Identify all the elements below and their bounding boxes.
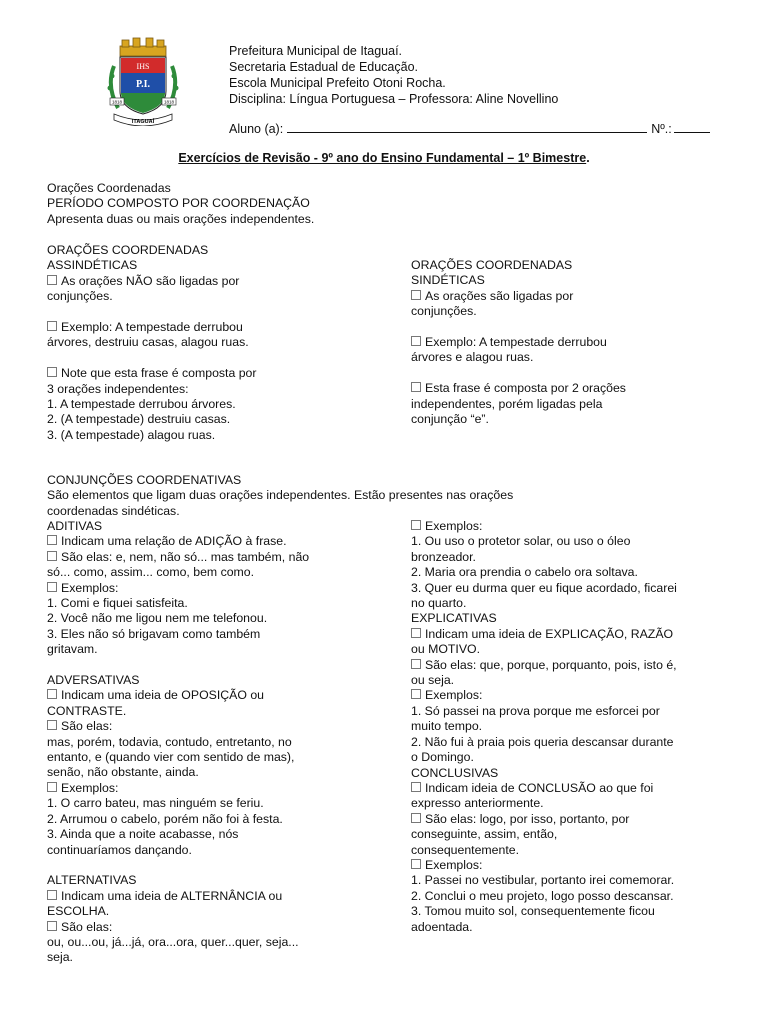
- line-text: entanto, e (quando vier com sentido de mas),: [47, 750, 295, 765]
- line-text: 2. Não fui à praia pois queria descansar durante: [411, 734, 674, 749]
- intro-section: [47, 181, 314, 227]
- text-line: [411, 581, 677, 596]
- line-text: São elas:: [61, 919, 113, 934]
- line-text: no quarto.: [411, 596, 467, 611]
- crest-initials: P.I.: [135, 79, 151, 90]
- header-line-escola: Escola Municipal Prefeito Otoni Rocha.: [229, 76, 446, 90]
- text-line: [47, 366, 257, 381]
- line-text: ou, ou...ou, já...já, ora...ora, quer...quer, seja...: [47, 934, 299, 949]
- line-text: Indicam uma ideia de OPOSIÇÃO ou: [61, 688, 264, 703]
- text-line: [411, 920, 677, 935]
- line-text: 3. Ainda que a noite acabasse, nós: [47, 827, 239, 842]
- text-line: [47, 812, 309, 827]
- text-line: [47, 581, 309, 596]
- line-text: árvores e alagou ruas.: [411, 350, 534, 365]
- line-text: EXPLICATIVAS: [411, 611, 497, 626]
- line-text: As orações são ligadas por: [425, 288, 574, 303]
- crest-top-text: IHS: [136, 62, 150, 71]
- text-line: [47, 673, 309, 688]
- text-line: [47, 735, 309, 750]
- text-line: [411, 658, 677, 673]
- crest-banner-text: ITAGUAÍ: [131, 119, 155, 125]
- text-line: [411, 796, 677, 811]
- line-text: ALTERNATIVAS: [47, 873, 137, 888]
- text-line: [47, 320, 257, 335]
- text-line: [411, 565, 677, 580]
- text-line: [47, 704, 309, 719]
- line-text: 3. Tomou muito sol, consequentemente ficou: [411, 904, 655, 919]
- checkbox-bullet-icon: [411, 689, 421, 699]
- blank-line: [47, 658, 309, 673]
- text-line: [47, 642, 309, 657]
- text-line: [411, 889, 677, 904]
- line-text: Esta frase é composta por 2 orações: [425, 381, 626, 396]
- line-text: São elas:: [61, 719, 113, 734]
- line-text: ASSINDÉTICAS: [47, 258, 138, 273]
- intro-line: Apresenta duas ou mais orações independentes.: [47, 211, 315, 226]
- conjuncoes-text: coordenadas sindéticas.: [47, 503, 180, 518]
- line-text: só... como, assim... como, bem como.: [47, 565, 255, 580]
- conjuncoes-heading: CONJUNÇÕES COORDENATIVAS: [47, 473, 242, 487]
- text-line: [411, 273, 626, 288]
- text-line: [411, 858, 677, 873]
- text-line: [47, 935, 309, 950]
- text-line: [411, 397, 626, 412]
- school-header: [229, 43, 558, 107]
- text-line: [47, 843, 309, 858]
- text-line: [411, 904, 677, 919]
- checkbox-bullet-icon: [47, 321, 57, 331]
- blank-line: [47, 305, 257, 320]
- line-text: Exemplos:: [425, 519, 483, 533]
- line-text: muito tempo.: [411, 719, 483, 734]
- text-line: [411, 735, 677, 750]
- line-text: Indicam uma ideia de EXPLICAÇÃO, RAZÃO: [425, 626, 674, 641]
- sindeticas-section: [411, 258, 626, 427]
- text-line: [411, 596, 677, 611]
- text-line: [47, 397, 257, 412]
- line-text: São elas: e, nem, não só... mas também, não: [61, 549, 310, 564]
- text-line: [411, 289, 626, 304]
- text-line: [411, 550, 677, 565]
- text-line: [47, 889, 309, 904]
- line-text: SINDÉTICAS: [411, 273, 485, 288]
- text-line: [411, 534, 677, 549]
- student-name-row: [229, 121, 710, 136]
- checkbox-bullet-icon: [47, 535, 57, 545]
- checkbox-bullet-icon: [47, 720, 57, 730]
- line-text: expresso anteriormente.: [411, 796, 544, 811]
- line-text: 2. (A tempestade) destruiu casas.: [47, 412, 231, 427]
- line-text: Indicam ideia de CONCLUSÃO ao que foi: [425, 780, 654, 795]
- line-text: 3. Quer eu durma quer eu fique acordado, ficarei: [411, 580, 677, 595]
- line-text: 2. Você não me ligou nem me telefonou.: [47, 611, 268, 626]
- line-text: CONTRASTE.: [47, 703, 127, 718]
- conjuncoes-text: São elementos que ligam duas orações independentes. Estão presentes nas orações: [47, 488, 514, 503]
- line-text: Exemplos:: [61, 580, 119, 595]
- blank-line: [47, 351, 257, 366]
- line-text: senão, não obstante, ainda.: [47, 765, 199, 780]
- text-line: [411, 627, 677, 642]
- text-line: [47, 335, 257, 350]
- right-column: [411, 519, 677, 935]
- text-line: [47, 519, 309, 534]
- checkbox-bullet-icon: [47, 582, 57, 592]
- line-text: 3. Eles não só brigavam como também: [47, 626, 261, 641]
- line-text: ORAÇÕES COORDENADAS: [411, 258, 573, 272]
- text-line: [47, 873, 309, 888]
- line-text: ou seja.: [411, 673, 455, 688]
- line-text: Exemplos:: [425, 688, 483, 703]
- text-line: [47, 611, 309, 626]
- text-line: [47, 550, 309, 565]
- text-line: [411, 412, 626, 427]
- line-text: consequentemente.: [411, 842, 520, 857]
- text-line: [47, 382, 257, 397]
- text-line: [411, 843, 677, 858]
- line-text: 1. A tempestade derrubou árvores.: [47, 397, 236, 412]
- checkbox-bullet-icon: [411, 336, 421, 346]
- text-line: [411, 304, 626, 319]
- checkbox-bullet-icon: [47, 782, 57, 792]
- line-text: adoentada.: [411, 919, 473, 934]
- checkbox-bullet-icon: [411, 628, 421, 638]
- text-line: [47, 796, 309, 811]
- text-line: [411, 642, 677, 657]
- checkbox-bullet-icon: [411, 382, 421, 392]
- checkbox-bullet-icon: [411, 859, 421, 869]
- line-text: continuaríamos dançando.: [47, 842, 192, 857]
- text-line: [47, 781, 309, 796]
- text-line: [411, 519, 677, 534]
- text-line: [47, 920, 309, 935]
- header-line-prefeitura: Prefeitura Municipal de Itaguaí.: [229, 44, 403, 58]
- text-line: [47, 950, 309, 965]
- line-text: ESCOLHA.: [47, 904, 110, 919]
- text-line: [411, 258, 626, 273]
- blank-line: [47, 858, 309, 873]
- text-line: [47, 596, 309, 611]
- text-line: [411, 766, 677, 781]
- text-line: [47, 243, 257, 258]
- line-text: 2. Maria ora prendia o cabelo ora soltava.: [411, 565, 638, 580]
- header-line-secretaria: Secretaria Estadual de Educação.: [229, 60, 419, 74]
- line-text: 2. Conclui o meu projeto, logo posso descansar.: [411, 888, 674, 903]
- blank-line: [411, 366, 626, 381]
- header-line-disciplina: Disciplina: Língua Portuguesa – Professora: Aline Novellino: [229, 92, 559, 106]
- line-text: seja.: [47, 950, 73, 965]
- line-text: Indicam uma relação de ADIÇÃO à frase.: [61, 534, 287, 549]
- text-line: [411, 335, 626, 350]
- line-text: 3 orações independentes:: [47, 381, 189, 396]
- line-text: Note que esta frase é composta por: [61, 366, 257, 381]
- text-line: [411, 611, 677, 626]
- line-text: gritavam.: [47, 642, 98, 657]
- line-text: 3. (A tempestade) alagou ruas.: [47, 427, 216, 442]
- line-text: Indicam uma ideia de ALTERNÂNCIA ou: [61, 888, 283, 903]
- text-line: [47, 750, 309, 765]
- line-text: 1. Passei no vestibular, portanto irei comemorar.: [411, 873, 675, 888]
- line-text: árvores, destruiu casas, alagou ruas.: [47, 335, 249, 350]
- line-text: 1. Comi e fiquei satisfeita.: [47, 596, 188, 611]
- text-line: [47, 904, 309, 919]
- text-line: [47, 274, 257, 289]
- text-line: [47, 428, 257, 443]
- text-line: [411, 812, 677, 827]
- text-line: [411, 688, 677, 703]
- numero-label: Nº.:: [651, 122, 672, 136]
- line-text: As orações NÃO são ligadas por: [61, 273, 240, 288]
- text-line: [47, 765, 309, 780]
- document-title-text: Exercícios de Revisão - 9º ano do Ensino Fundamental – 1º Bimestre: [178, 151, 587, 165]
- checkbox-bullet-icon: [411, 520, 421, 530]
- line-text: conjunções.: [411, 304, 477, 319]
- line-text: conjunção “e”.: [411, 412, 489, 427]
- line-text: o Domingo.: [411, 750, 474, 765]
- blank-line: [411, 320, 626, 335]
- line-text: CONCLUSIVAS: [411, 765, 499, 780]
- line-text: São elas: logo, por isso, portanto, por: [425, 811, 630, 826]
- line-text: Exemplos:: [425, 857, 483, 872]
- text-line: [411, 827, 677, 842]
- document-title-tail: .: [586, 151, 590, 165]
- checkbox-bullet-icon: [411, 290, 421, 300]
- text-line: [47, 534, 309, 549]
- text-line: [411, 873, 677, 888]
- text-line: [411, 704, 677, 719]
- line-text: bronzeador.: [411, 549, 476, 564]
- crest-year-right: 1818: [163, 99, 175, 105]
- line-text: São elas: que, porque, porquanto, pois, isto é,: [425, 657, 677, 672]
- left-column: [47, 519, 309, 966]
- line-text: ORAÇÕES COORDENADAS: [47, 243, 209, 257]
- text-line: [411, 781, 677, 796]
- aluno-label: Aluno (a):: [229, 122, 284, 136]
- itaguai-crest-logo: [104, 36, 182, 126]
- text-line: [47, 827, 309, 842]
- line-text: ADITIVAS: [47, 519, 103, 533]
- checkbox-bullet-icon: [47, 921, 57, 931]
- line-text: Exemplo: A tempestade derrubou: [61, 320, 243, 335]
- line-text: conseguinte, assim, então,: [411, 827, 558, 842]
- crest-year-left: 1818: [111, 99, 123, 105]
- checkbox-bullet-icon: [47, 551, 57, 561]
- line-text: Exemplos:: [61, 780, 119, 795]
- line-text: 2. Arrumou o cabelo, porém não foi à festa.: [47, 811, 283, 826]
- checkbox-bullet-icon: [411, 813, 421, 823]
- line-text: conjunções.: [47, 289, 113, 304]
- text-line: [411, 381, 626, 396]
- checkbox-bullet-icon: [47, 367, 57, 377]
- text-line: [47, 627, 309, 642]
- text-line: [411, 719, 677, 734]
- line-text: 1. Ou uso o protetor solar, ou uso o óleo: [411, 534, 631, 549]
- text-line: [411, 350, 626, 365]
- line-text: ADVERSATIVAS: [47, 673, 140, 688]
- line-text: independentes, porém ligadas pela: [411, 396, 603, 411]
- document-title: [0, 151, 768, 165]
- text-line: [47, 289, 257, 304]
- line-text: 1. O carro bateu, mas ninguém se feriu.: [47, 796, 264, 811]
- conjuncoes-section: [47, 473, 513, 519]
- checkbox-bullet-icon: [411, 782, 421, 792]
- line-text: mas, porém, todavia, contudo, entretanto, no: [47, 734, 292, 749]
- assindeticas-section: [47, 243, 257, 443]
- numero-blank-line[interactable]: [674, 121, 710, 133]
- text-line: [47, 412, 257, 427]
- intro-line: Orações Coordenadas: [47, 181, 171, 195]
- text-line: [47, 258, 257, 273]
- text-line: [411, 673, 677, 688]
- text-line: [47, 565, 309, 580]
- text-line: [47, 719, 309, 734]
- aluno-blank-line[interactable]: [287, 121, 647, 133]
- checkbox-bullet-icon: [411, 659, 421, 669]
- checkbox-bullet-icon: [47, 890, 57, 900]
- line-text: ou MOTIVO.: [411, 642, 481, 657]
- text-line: [47, 688, 309, 703]
- intro-line: PERÍODO COMPOSTO POR COORDENAÇÃO: [47, 196, 310, 211]
- checkbox-bullet-icon: [47, 689, 57, 699]
- text-line: [411, 750, 677, 765]
- checkbox-bullet-icon: [47, 275, 57, 285]
- line-text: Exemplo: A tempestade derrubou: [425, 335, 607, 350]
- line-text: 1. Só passei na prova porque me esforcei por: [411, 703, 660, 718]
